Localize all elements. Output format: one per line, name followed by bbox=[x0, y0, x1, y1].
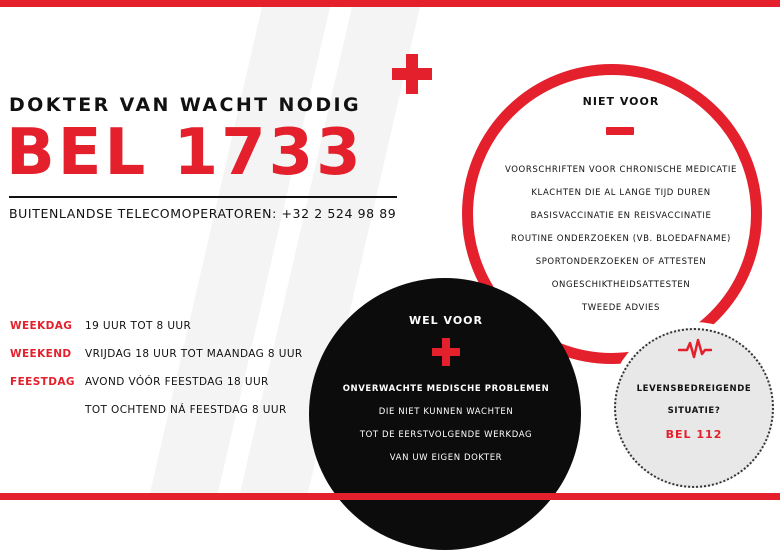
telecom-number: BUITENLANDSE TELECOMOPERATOREN: +32 2 524 98 89 bbox=[9, 206, 397, 221]
top-accent-band bbox=[0, 0, 780, 7]
plus-icon bbox=[431, 337, 461, 367]
minus-icon bbox=[606, 127, 634, 135]
headline: DOKTER VAN WACHT NODIG bbox=[9, 94, 361, 116]
list-item: DIE NIET KUNNEN WACHTEN bbox=[378, 407, 514, 417]
heartbeat-icon bbox=[678, 338, 712, 360]
schedule-label: WEEKDAG bbox=[10, 320, 73, 332]
bottom-accent-band bbox=[0, 493, 780, 500]
niet-voor-title: NIET VOOR bbox=[582, 95, 660, 108]
schedule-label: WEEKEND bbox=[10, 348, 72, 360]
schedule-text: VRIJDAG 18 UUR TOT MAANDAG 8 UUR bbox=[85, 348, 303, 360]
divider bbox=[9, 196, 397, 198]
list-item: ONVERWACHTE MEDISCHE PROBLEMEN bbox=[342, 384, 550, 394]
emergency-call: BEL 112 bbox=[665, 428, 723, 441]
list-item: VAN UW EIGEN DOKTER bbox=[389, 453, 503, 463]
list-item: VOORSCHRIFTEN VOOR CHRONISCHE MEDICATIE bbox=[504, 165, 738, 175]
plus-icon bbox=[390, 52, 434, 96]
emergency-line1: LEVENSBEDREIGENDE bbox=[636, 384, 752, 394]
list-item: ONGESCHIKTHEIDSATTESTEN bbox=[551, 280, 691, 290]
list-item: TWEEDE ADVIES bbox=[581, 303, 661, 313]
schedule-label: FEESTDAG bbox=[10, 376, 75, 388]
schedule-text: TOT OCHTEND NÁ FEESTDAG 8 UUR bbox=[85, 404, 287, 416]
list-item: KLACHTEN DIE AL LANGE TIJD DUREN bbox=[531, 188, 711, 198]
emergency-line2: SITUATIE? bbox=[667, 406, 721, 416]
list-item: TOT DE EERSTVOLGENDE WERKDAG bbox=[359, 430, 533, 440]
call-number: BEL 1733 bbox=[6, 116, 364, 190]
list-item: BASISVACCINATIE EN REISVACCINATIE bbox=[530, 211, 712, 221]
wel-voor-title: WEL VOOR bbox=[409, 314, 483, 327]
list-item: SPORTONDERZOEKEN OF ATTESTEN bbox=[535, 257, 707, 267]
schedule-text: AVOND VÓÓR FEESTDAG 18 UUR bbox=[85, 376, 269, 388]
list-item: ROUTINE ONDERZOEKEN (VB. BLOEDAFNAME) bbox=[511, 234, 731, 244]
schedule-text: 19 UUR TOT 8 UUR bbox=[85, 320, 192, 332]
